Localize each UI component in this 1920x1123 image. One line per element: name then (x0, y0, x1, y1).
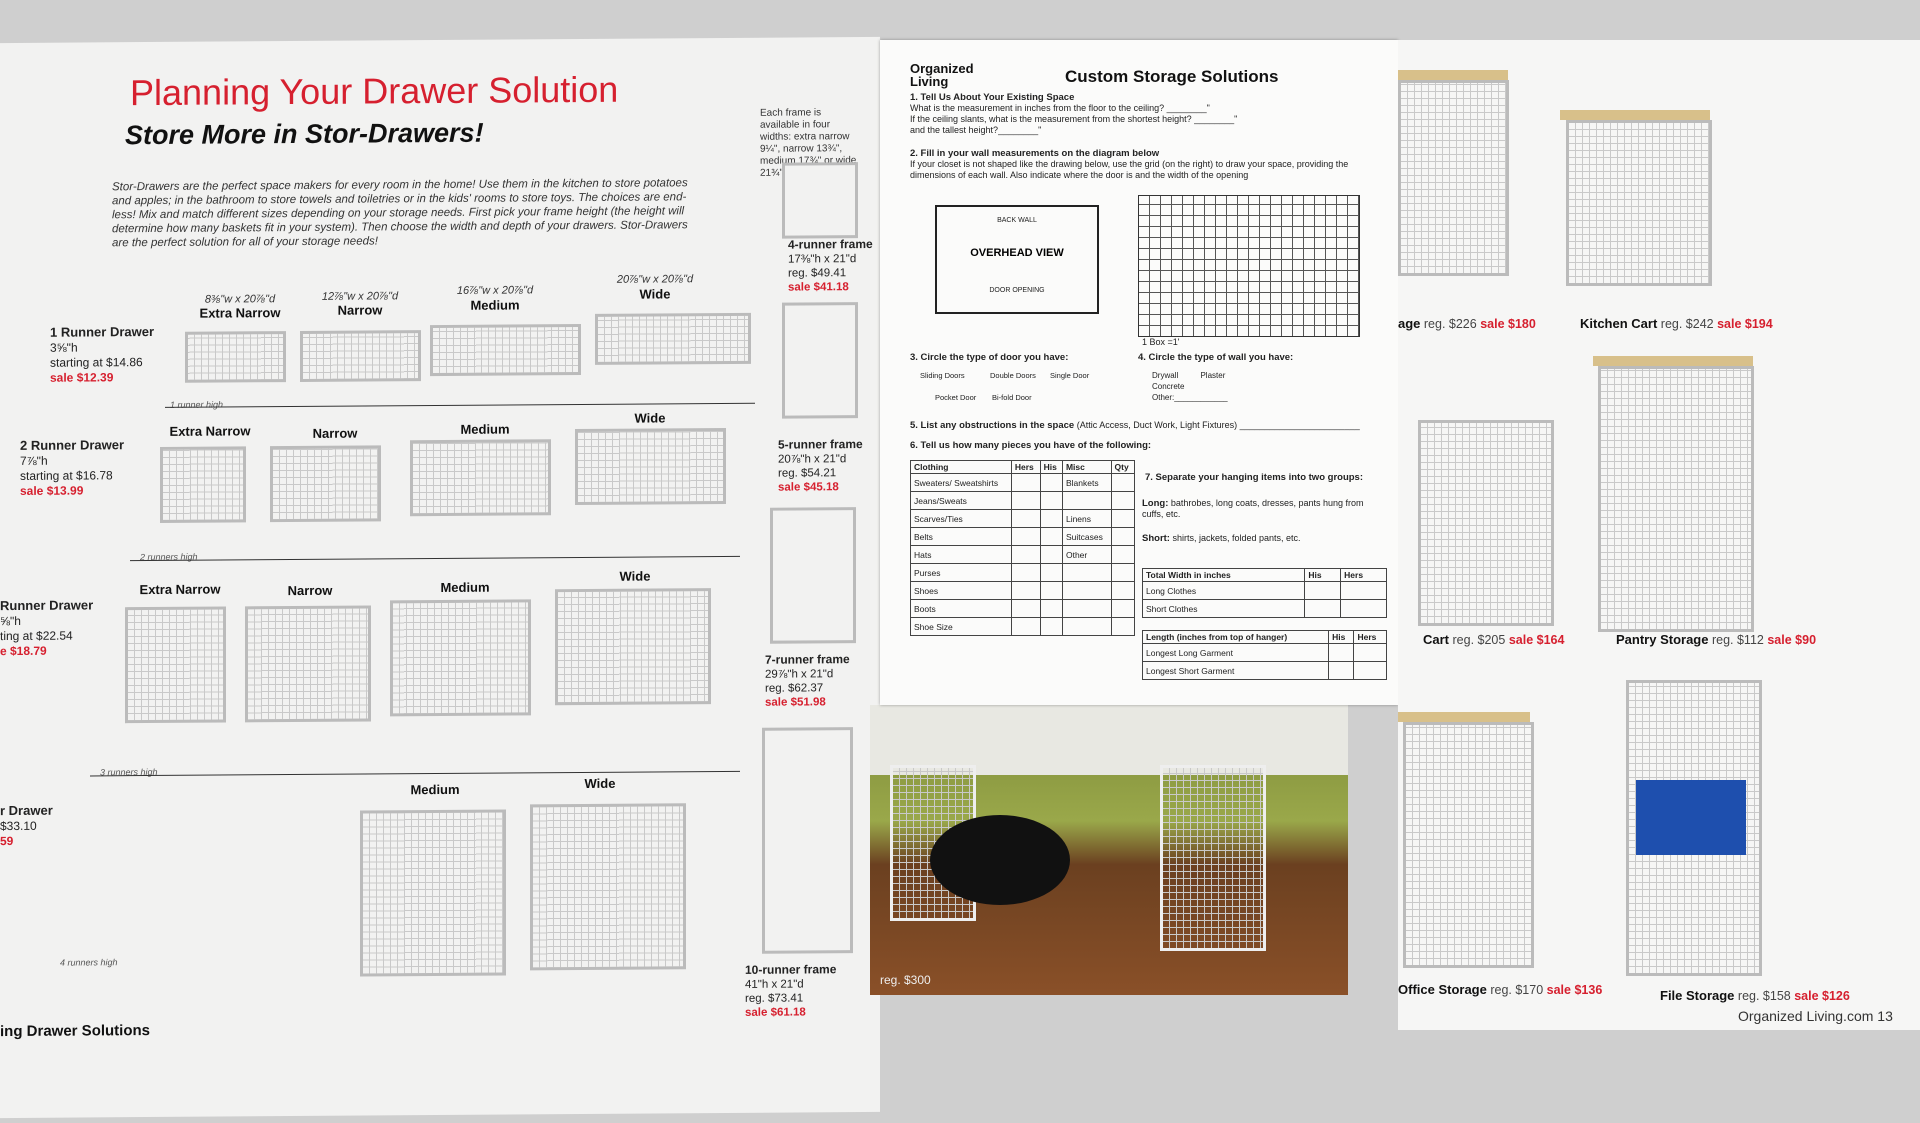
frame-dims: 29⅞"h x 21"d (765, 668, 834, 681)
table-row (911, 600, 1135, 618)
q1-tallest[interactable]: and the tallest height?________" (910, 125, 1042, 135)
size-label: Extra Narrow (199, 305, 281, 321)
row-label: Long Clothes (1143, 582, 1305, 600)
table-header-row (1143, 569, 1387, 582)
product-name: Office Storage (1398, 982, 1487, 997)
product-reg: reg. $242 (1660, 317, 1714, 331)
hers-cell[interactable] (1011, 600, 1040, 618)
basket-image (360, 810, 506, 977)
question-title: 5. List any obstructions in the space (910, 420, 1075, 431)
question-3 (910, 352, 1130, 363)
frame-sale: sale $61.18 (745, 1006, 806, 1019)
form-title: Custom Storage Solutions (1065, 67, 1279, 86)
question-title: 3. Circle the type of door you have: (910, 352, 1069, 363)
hers-cell[interactable] (1011, 618, 1040, 636)
cart-image (1566, 120, 1712, 286)
basket-image (530, 803, 686, 970)
qty-cell[interactable] (1111, 600, 1134, 618)
row-height: ⅝"h (0, 613, 21, 629)
his-cell[interactable] (1305, 582, 1341, 600)
product-reg: reg. $170 (1490, 983, 1544, 997)
clothing-cell: Scarves/Ties (911, 510, 1012, 528)
q1-slant[interactable]: If the ceiling slants, what is the measurement from the shortest height? ________" (910, 114, 1238, 124)
photo-price: reg. $300 (880, 973, 931, 987)
row-starting: $33.10 (0, 818, 37, 834)
misc-cell (1062, 564, 1111, 582)
his-cell[interactable] (1329, 662, 1354, 680)
page-subtitle: Store More in Stor-Drawers! (125, 117, 484, 151)
his-cell[interactable] (1040, 600, 1062, 618)
short-text: shirts, jackets, folded pants, etc. (1172, 533, 1301, 543)
cart-image (1398, 80, 1509, 276)
his-cell[interactable] (1305, 600, 1341, 618)
frame-name: 7-runner frame (765, 652, 850, 667)
wall-option[interactable]: Other:____________ (1152, 393, 1228, 402)
width-table[interactable] (1142, 568, 1387, 618)
product-reg: reg. $158 (1737, 989, 1791, 1003)
product-name: Cart (1423, 632, 1450, 647)
cart-image (1418, 420, 1554, 626)
misc-cell (1062, 492, 1111, 510)
product-caption (1660, 988, 1850, 1003)
row-divider (130, 556, 740, 561)
hers-cell[interactable] (1011, 528, 1040, 546)
blue-file-folders (1636, 780, 1746, 855)
qty-cell[interactable] (1111, 618, 1134, 636)
grid-scale: 1 Box =1' (1142, 337, 1180, 347)
frame-reg: reg. $73.41 (745, 992, 804, 1005)
size-label: Extra Narrow (139, 581, 221, 598)
basket-image (270, 445, 381, 522)
clothing-cell: Shoes (911, 582, 1012, 600)
table-row (911, 618, 1135, 636)
column-header: His (1040, 461, 1062, 474)
row-divider (165, 403, 755, 408)
left-catalog-page (0, 37, 880, 1118)
runner-hint: 2 runners high (140, 551, 198, 563)
basket-image (555, 588, 711, 705)
row-height: 3⅝"h (50, 340, 78, 355)
row-label: Longest Short Garment (1143, 662, 1329, 680)
page-footer-right: Organized Living.com 13 (1738, 1008, 1893, 1024)
question-2 (910, 148, 1380, 181)
his-cell[interactable] (1040, 582, 1062, 600)
frame-reg: reg. $54.21 (778, 467, 837, 480)
basket-image (160, 446, 246, 523)
length-table[interactable] (1142, 630, 1387, 680)
hers-cell[interactable] (1011, 582, 1040, 600)
product-caption (1398, 316, 1536, 331)
intro-paragraph: Stor-Drawers are the perfect space makers for every room in the home! Use them in the kitchen to store potatoes and apples; in the bathroom to store towels and toiletries or in the kids' rooms to store toys. The choices are end-less! Mix and match different sizes depending on your storage needs. First pick your frame height (the height will determine how many baskets fit in your system). Then choose the width and depth of your drawers. Stor-Drawers are the perfect solution for all of your storage needs! (112, 177, 688, 250)
drawer-unit (1160, 765, 1266, 951)
row-name: 1 Runner Drawer (50, 323, 155, 340)
table-row (1143, 600, 1387, 618)
clothing-cell: Boots (911, 600, 1012, 618)
table-row (1143, 662, 1387, 680)
row-3-runner-info (0, 597, 93, 659)
row-starting: starting at $16.78 (20, 468, 113, 483)
cart-image (1403, 722, 1534, 968)
wall-option[interactable]: Plaster (1200, 371, 1226, 380)
product-sale: sale $164 (1508, 633, 1565, 647)
short-label: Short: (1142, 533, 1170, 544)
cart-wood-top (1593, 356, 1753, 366)
page-title: Planning Your Drawer Solution (130, 68, 619, 114)
dim-medium: 16⅞"w x 20⅞"d (456, 284, 534, 297)
qty-cell[interactable] (1111, 528, 1134, 546)
page-footer-left: ing Drawer Solutions (0, 1022, 151, 1041)
question-4 (1138, 352, 1293, 363)
custom-storage-form (880, 40, 1398, 705)
row-sale: sale $12.39 (50, 370, 114, 385)
frame-image (782, 162, 858, 239)
size-label: Medium (410, 781, 460, 798)
cart-wood-top (1398, 70, 1508, 80)
frame-name: 5-runner frame (778, 437, 863, 452)
basket-image (410, 439, 551, 516)
door-option[interactable]: Pocket Door (935, 393, 977, 402)
frame-4-runner (788, 237, 873, 295)
runner-hint: 1 runner high (170, 399, 224, 410)
table-row (911, 564, 1135, 582)
clothing-cell: Belts (911, 528, 1012, 546)
misc-cell: Suitcases (1062, 528, 1111, 546)
question-title: 1. Tell Us About Your Existing Space (910, 92, 1075, 103)
row-starting: ting at $22.54 (0, 628, 73, 644)
frame-reg: reg. $49.41 (788, 267, 847, 280)
qty-cell[interactable] (1111, 510, 1134, 528)
cart-wood-top (1560, 110, 1710, 120)
size-label: Wide (584, 775, 616, 791)
basket-image (595, 313, 751, 365)
product-name: Kitchen Cart (1580, 316, 1658, 331)
product-name: Pantry Storage (1616, 632, 1709, 647)
back-wall-label: BACK WALL (997, 217, 1037, 224)
cart-wood-top (1398, 712, 1530, 722)
drawing-grid[interactable] (1138, 195, 1360, 337)
his-cell[interactable] (1040, 546, 1062, 564)
qty-cell[interactable] (1111, 546, 1134, 564)
door-option[interactable]: Sliding Doors (920, 371, 965, 380)
row-name: 2 Runner Drawer (20, 437, 125, 453)
clothing-cell: Sweaters/ Sweatshirts (911, 474, 1012, 492)
frame-sale: sale $45.18 (778, 481, 839, 494)
product-name: age (1398, 316, 1421, 331)
frame-dims: 41"h x 21"d (745, 978, 804, 991)
row-name: Runner Drawer (0, 597, 94, 614)
hers-cell[interactable] (1341, 582, 1387, 600)
row-height: 7⅞"h (20, 453, 48, 468)
runner-hint: 3 runners high (100, 766, 158, 778)
runner-hint: 4 runners high (60, 957, 118, 968)
long-group (1142, 498, 1382, 520)
row-name: r Drawer (0, 802, 53, 819)
question-1 (910, 92, 1380, 136)
question-7 (1145, 472, 1385, 483)
column-header: Hers (1354, 631, 1387, 644)
size-label: Wide (634, 410, 666, 426)
table-row (911, 510, 1135, 528)
size-label: Narrow (337, 302, 383, 318)
wall-option[interactable]: Drywall (1152, 371, 1179, 380)
his-cell[interactable] (1040, 564, 1062, 582)
clothing-cell: Shoe Size (911, 618, 1012, 636)
room-photo (870, 705, 1348, 995)
hers-cell[interactable] (1011, 564, 1040, 582)
column-header: Hers (1011, 461, 1040, 474)
wall-options (1152, 370, 1228, 403)
product-caption (1423, 632, 1564, 647)
hers-cell[interactable] (1011, 510, 1040, 528)
basket-image (125, 606, 226, 723)
right-catalog-page (1398, 40, 1920, 1030)
misc-cell: Linens (1062, 510, 1111, 528)
hers-cell[interactable] (1354, 662, 1387, 680)
question-5 (910, 420, 1390, 431)
size-label: Medium (470, 297, 520, 313)
misc-cell (1062, 618, 1111, 636)
row-starting: starting at $14.86 (50, 355, 143, 370)
table-header-row (1143, 631, 1387, 644)
table-row (1143, 644, 1387, 662)
basket-image (430, 324, 581, 376)
misc-cell (1062, 600, 1111, 618)
row-sale: e $18.79 (0, 643, 47, 659)
door-opening-label: DOOR OPENING (989, 287, 1045, 294)
column-header: Clothing (911, 461, 1012, 474)
misc-cell: Other (1062, 546, 1111, 564)
table-row (911, 582, 1135, 600)
product-sale: sale $194 (1717, 317, 1773, 331)
frame-name: 4-runner frame (788, 236, 873, 252)
frame-sale: sale $41.18 (788, 281, 849, 294)
q5-text[interactable]: (Attic Access, Duct Work, Light Fixtures) ________________________ (1076, 420, 1360, 430)
table-row (1143, 582, 1387, 600)
size-label: Extra Narrow (169, 423, 251, 439)
column-header: Hers (1341, 569, 1387, 582)
misc-cell (1062, 582, 1111, 600)
question-title: 4. Circle the type of wall you have: (1138, 352, 1294, 363)
qty-cell[interactable] (1111, 492, 1134, 510)
his-cell[interactable] (1040, 510, 1062, 528)
size-label: Narrow (312, 425, 358, 441)
frame-dims: 20⅞"h x 21"d (778, 453, 847, 466)
product-sale: sale $136 (1546, 983, 1603, 997)
chair (930, 815, 1070, 905)
door-option[interactable]: Double Doors (990, 371, 1036, 380)
column-header: His (1329, 631, 1354, 644)
hers-cell[interactable] (1011, 546, 1040, 564)
qty-cell[interactable] (1111, 582, 1134, 600)
product-caption (1398, 982, 1602, 997)
size-label: Wide (619, 568, 651, 584)
table-row (911, 474, 1135, 492)
row-2-runner-info (20, 437, 124, 499)
table-header-row (911, 461, 1135, 474)
q2-instructions: If your closet is not shaped like the drawing below, use the grid (on the right) to draw your space, providing the dimensions of each wall. Also indicate where the door is and the width of the opening (910, 159, 1349, 180)
product-caption (1616, 632, 1816, 647)
frame-reg: reg. $62.37 (765, 682, 824, 695)
column-header: Total Width in inches (1143, 569, 1305, 582)
frame-5-runner (778, 437, 863, 495)
size-label: Narrow (287, 582, 333, 599)
product-sale: sale $126 (1794, 989, 1850, 1003)
frame-image (782, 302, 858, 419)
product-name: File Storage (1660, 988, 1735, 1003)
his-cell[interactable] (1329, 644, 1354, 662)
row-4-runner-info (0, 803, 53, 849)
door-option[interactable]: Single Door (1050, 371, 1090, 380)
q1-floor[interactable]: What is the measurement in inches from the floor to the ceiling? ________" (910, 103, 1210, 113)
pieces-table[interactable] (910, 460, 1135, 636)
dim-wide: 20⅞"w x 20⅞"d (616, 273, 694, 286)
clothing-cell: Hats (911, 546, 1012, 564)
frame-sale: sale $51.98 (765, 696, 826, 709)
product-reg: reg. $205 (1452, 633, 1506, 647)
table-row (911, 546, 1135, 564)
row-label: Longest Long Garment (1143, 644, 1329, 662)
logo-line: Living (910, 74, 949, 89)
product-sale: sale $90 (1767, 633, 1817, 647)
question-title: 7. Separate your hanging items into two groups: (1145, 472, 1363, 483)
door-option[interactable]: Bi-fold Door (992, 393, 1032, 402)
his-cell[interactable] (1040, 474, 1062, 492)
frame-10-runner (745, 962, 836, 1020)
hers-cell[interactable] (1011, 492, 1040, 510)
organized-living-logo (910, 62, 974, 88)
column-header: Misc (1062, 461, 1111, 474)
qty-cell[interactable] (1111, 564, 1134, 582)
column-header: Length (inches from top of hanger) (1143, 631, 1329, 644)
product-reg: reg. $226 (1423, 317, 1477, 331)
row-label: Short Clothes (1143, 600, 1305, 618)
cart-image (1598, 366, 1754, 632)
table-row (911, 492, 1135, 510)
overhead-view-label: OVERHEAD VIEW (970, 247, 1064, 259)
column-header: Qty (1111, 461, 1134, 474)
qty-cell[interactable] (1111, 474, 1134, 492)
table-row (911, 528, 1135, 546)
size-label: Medium (460, 421, 510, 437)
product-reg: reg. $112 (1711, 633, 1764, 647)
basket-image (185, 331, 286, 383)
his-cell[interactable] (1040, 618, 1062, 636)
frame-image (770, 507, 856, 644)
misc-cell: Blankets (1062, 474, 1111, 492)
row-sale: 59 (0, 833, 14, 849)
column-header: His (1305, 569, 1341, 582)
frame-name: 10-runner frame (745, 962, 837, 977)
hers-cell[interactable] (1354, 644, 1387, 662)
long-label: Long: (1142, 498, 1169, 509)
frame-image (762, 727, 853, 954)
his-cell[interactable] (1040, 492, 1062, 510)
clothing-cell: Purses (911, 564, 1012, 582)
dim-narrow: 12⅞"w x 20⅞"d (321, 290, 399, 303)
product-caption (1580, 316, 1773, 331)
question-title: 6. Tell us how many pieces you have of the following: (910, 440, 1152, 451)
short-group (1142, 533, 1382, 544)
clothing-cell: Jeans/Sweats (911, 492, 1012, 510)
frame-dims: 17⅜"h x 21"d (788, 253, 857, 266)
size-label: Wide (639, 286, 671, 302)
his-cell[interactable] (1040, 528, 1062, 546)
row-1-runner-info (50, 324, 154, 386)
question-6 (910, 440, 1151, 451)
hers-cell[interactable] (1341, 600, 1387, 618)
row-sale: sale $13.99 (20, 483, 84, 498)
overhead-diagram[interactable] (935, 205, 1099, 314)
wall-option[interactable]: Concrete (1152, 382, 1185, 391)
size-label: Medium (440, 579, 490, 595)
frame-intro: Each frame is available in four widths: extra narrow 9¼", narrow 13¾", medium 17¾" or wide 21¾". (760, 107, 857, 179)
basket-image (300, 330, 421, 382)
frame-7-runner (765, 652, 850, 710)
question-title: 2. Fill in your wall measurements on the diagram below (910, 148, 1160, 159)
product-sale: sale $180 (1480, 317, 1536, 331)
basket-image (390, 599, 531, 716)
long-text: bathrobes, long coats, dresses, pants hung from cuffs, etc. (1142, 498, 1364, 519)
logo-line: Organized (910, 61, 974, 76)
dim-extra-narrow: 8⅜"w x 20⅞"d (204, 293, 276, 306)
basket-image (575, 428, 726, 505)
basket-image (245, 605, 371, 722)
hers-cell[interactable] (1011, 474, 1040, 492)
